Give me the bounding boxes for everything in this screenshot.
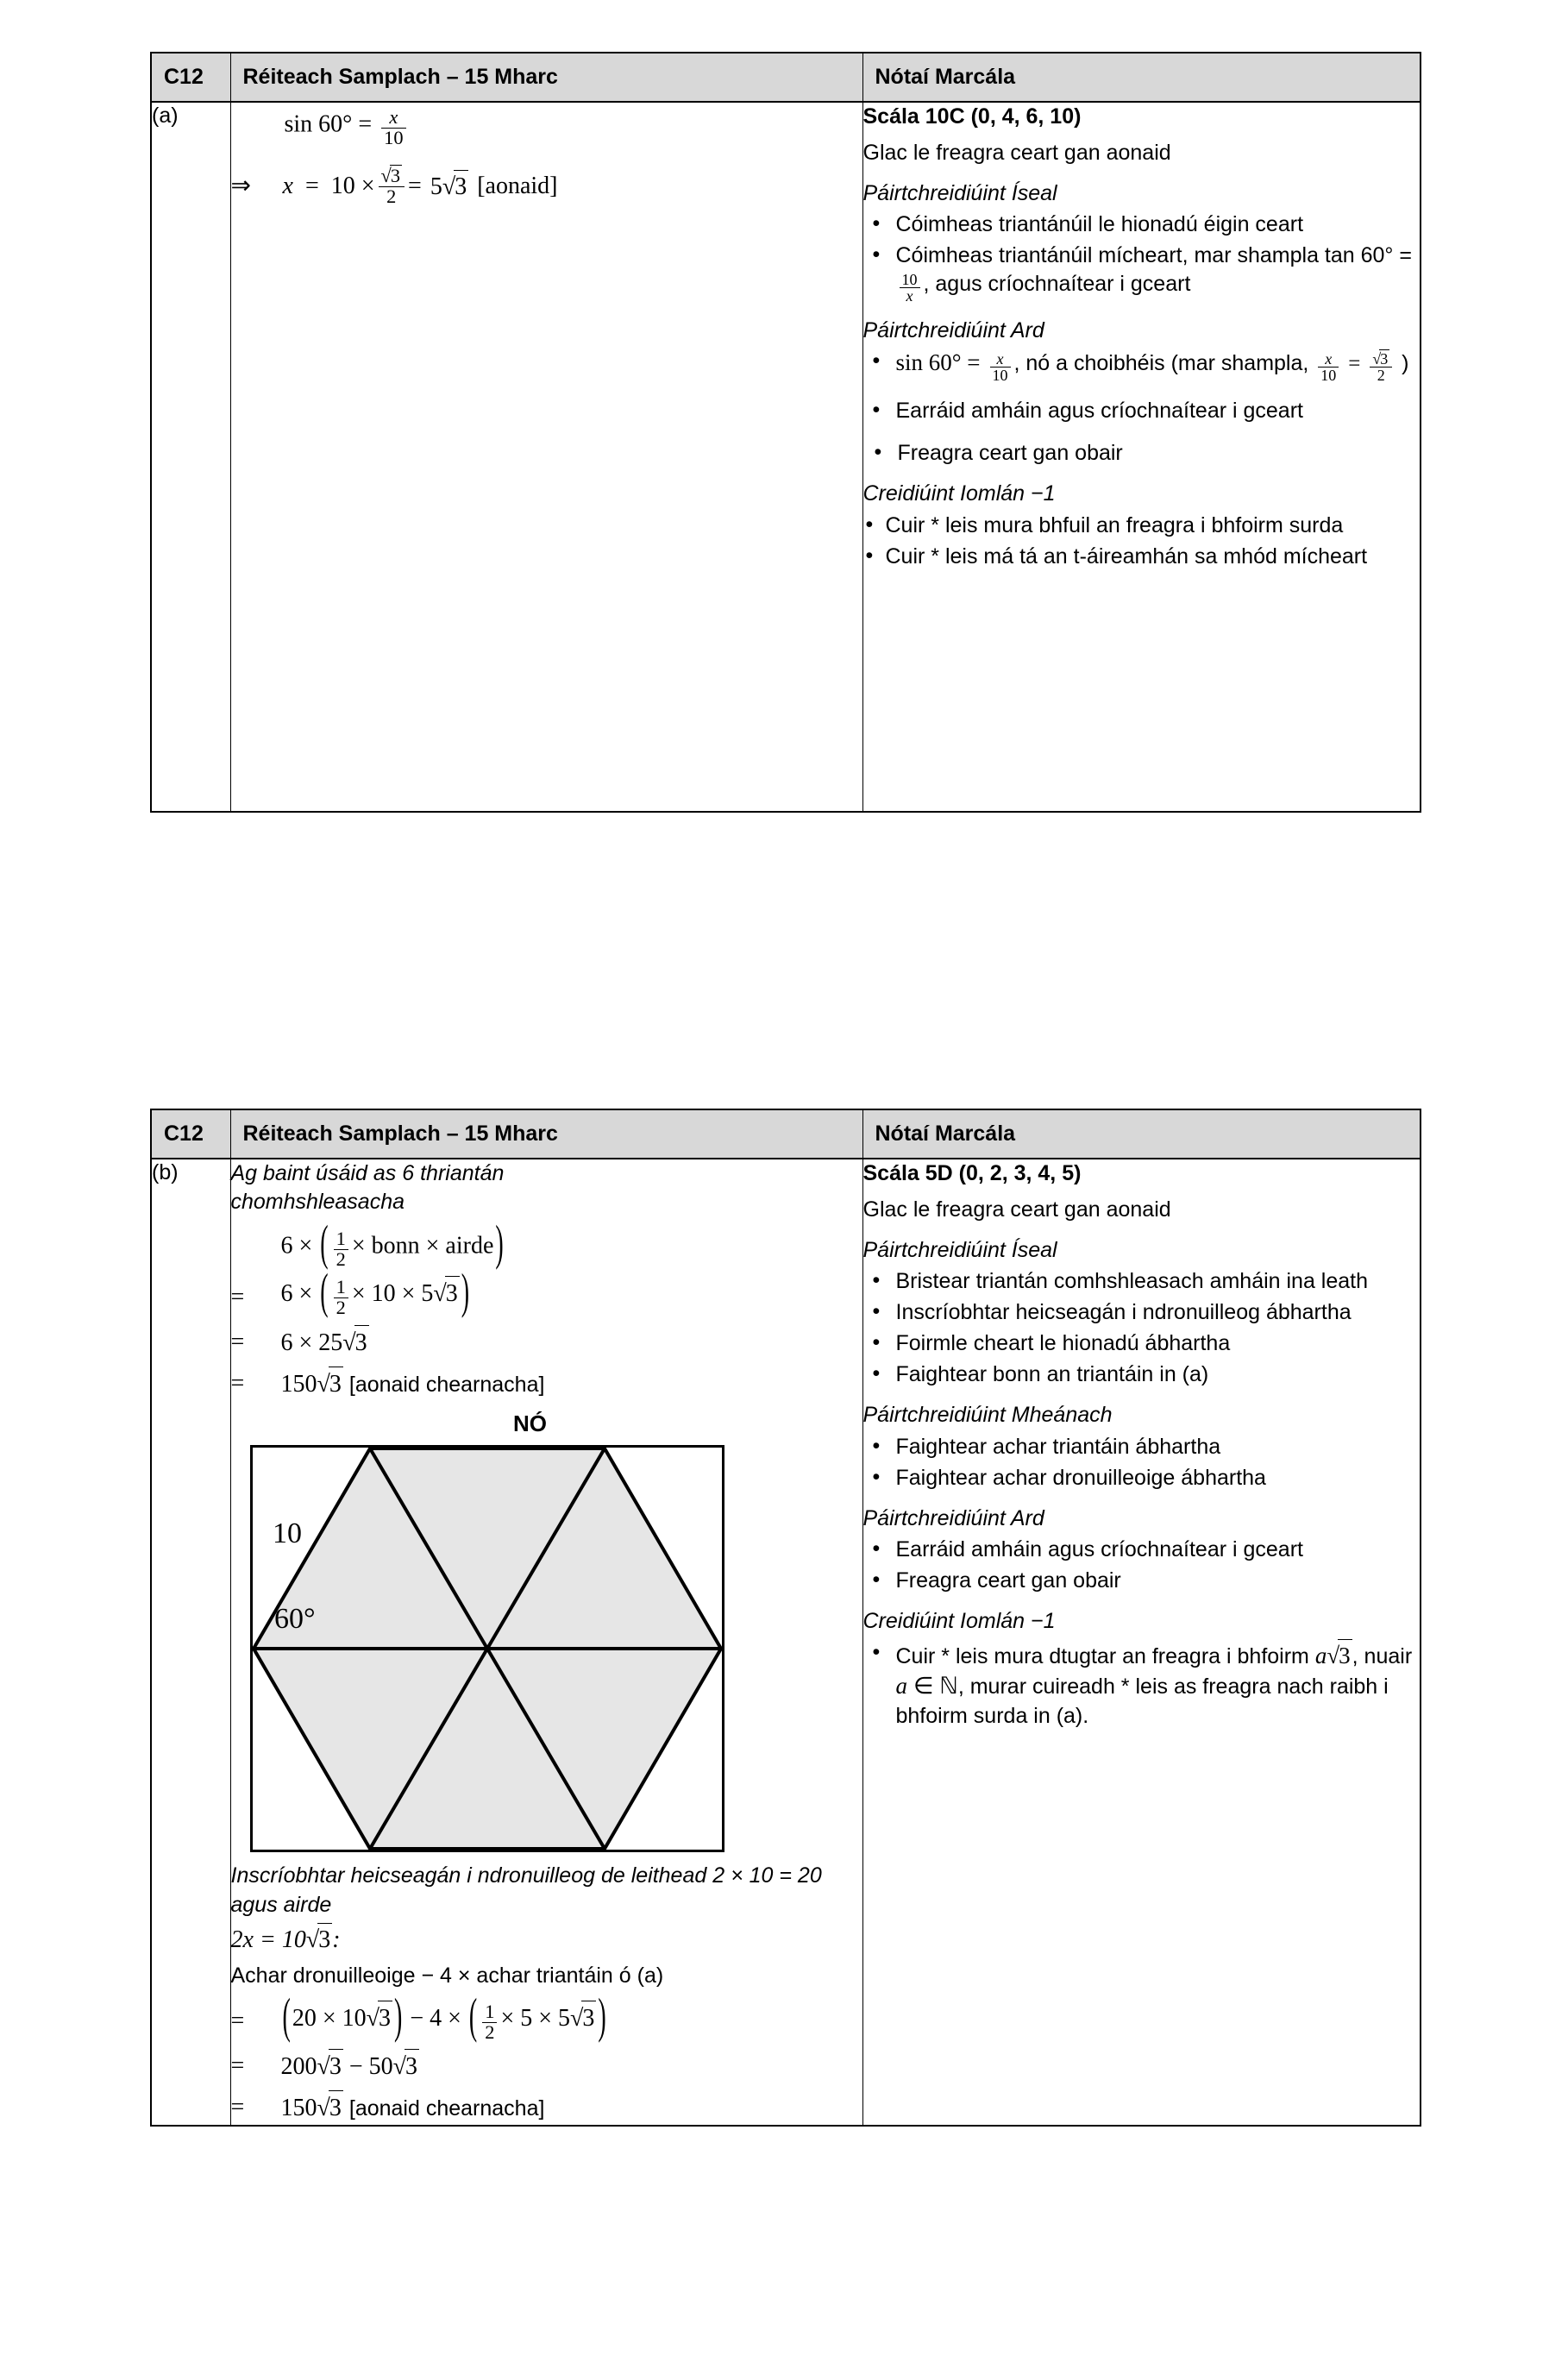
list-item: • Earráid amháin agus críochnaítear i gceart bbox=[863, 1536, 1421, 1564]
full-credit-heading-a: Creidiúint Iomlán −1 bbox=[862, 481, 1056, 506]
implies-arrow: ⇒ bbox=[230, 173, 251, 200]
full-credit-list-a bbox=[863, 512, 1421, 571]
angle-label: 60° bbox=[273, 1602, 316, 1635]
marking-scheme-table-b bbox=[150, 1109, 1421, 2127]
accept-note-b: Glac le freagra ceart gan aonaid bbox=[862, 1197, 1171, 1222]
marking-scheme-table-a bbox=[150, 52, 1421, 813]
scale-label-a: Scála 10C (0, 4, 6, 10) bbox=[862, 104, 1082, 129]
part-label-b: (b) bbox=[151, 1159, 230, 2126]
list-item: • Cuir * leis mura dtugtar an freagra i bhfoirm a√3, nuair a ∈ ℕ, murar cuireadh * leis as freagra nach raibh i bhfoirm surda in (a). bbox=[863, 1639, 1421, 1731]
list-item: • Inscríobhtar heicseagán i ndronuilleog ábhartha bbox=[863, 1298, 1421, 1327]
mid-partial-list-b bbox=[863, 1433, 1421, 1492]
solution-intro-b: Ag baint úsáid as 6 thriantán chomhshleasacha bbox=[230, 1160, 505, 1215]
solution-cell-b bbox=[230, 1159, 862, 2126]
table-row bbox=[151, 1159, 1421, 2126]
low-partial-heading-b: Páirtchreidiúint Íseal bbox=[862, 1237, 1057, 1262]
x-symbol: x bbox=[282, 173, 293, 200]
full-credit-list-b bbox=[863, 1639, 1421, 1731]
side-length-label: 10 bbox=[272, 1517, 302, 1549]
hexagon-figure bbox=[250, 1445, 724, 1852]
mid-partial-heading-b: Páirtchreidiúint Mheánach bbox=[862, 1403, 1113, 1428]
list-item: • Cóimheas triantánúil mícheart, mar shampla tan 60° = $\frac{10}{x}$ , agus críochnaítear i gceart bbox=[863, 242, 1421, 304]
equation-hex-area-sub: = 6 × ( $\frac{1}{2}$ × 10 × 5√3 ) bbox=[230, 1265, 470, 1321]
list-item: • Cuir * leis mura bhfuil an freagra i bhfoirm surda bbox=[863, 512, 1421, 540]
list-item: • Foirmle cheart le hionadú ábhartha bbox=[863, 1329, 1421, 1358]
equation-rect-minus-tri: = (20 × 10√3 ) − 4 × ( $\frac{1}{2}$ × 5 × 5√3 ) bbox=[230, 1989, 606, 2045]
header-sample-solution: Réiteach Samplach – 15 Mharc bbox=[230, 1109, 862, 1159]
list-item: • Faightear bonn an triantáin in (a) bbox=[863, 1360, 1421, 1389]
notes-cell-a bbox=[862, 102, 1421, 812]
high-partial-heading-b: Páirtchreidiúint Ard bbox=[862, 1505, 1044, 1530]
part-label-a: (a) bbox=[151, 102, 230, 812]
header-question-id: C12 bbox=[151, 53, 230, 102]
list-item: • sin 60° = $\frac{x}{10}$ , nó a choibhéis (mar shampla, $\frac{x}{10}$ = $\frac{√3}{2}$ ) bbox=[863, 348, 1421, 383]
list-item: • Freagra ceart gan obair bbox=[863, 439, 1421, 468]
equals-sign: = bbox=[408, 173, 422, 200]
equation-hex-area-simplify: = 6 × 25√3 bbox=[231, 1325, 862, 1360]
equation-final-answer-b: = 150√3 [aonaid chearnacha] bbox=[231, 2090, 862, 2125]
full-credit-heading-b: Creidiúint Iomlán −1 bbox=[862, 1609, 1056, 1634]
list-item: • Earráid amháin agus críochnaítear i gceart bbox=[863, 397, 1421, 425]
header-sample-solution: Réiteach Samplach – 15 Mharc bbox=[230, 53, 862, 102]
equation-x-value: ⇒ x = 10 × $\frac{√3}{2}$ = 5√3 [aonaid] bbox=[230, 165, 558, 208]
high-partial-heading-a: Páirtchreidiúint Ard bbox=[862, 317, 1044, 342]
equation-sin60 bbox=[284, 105, 862, 148]
alternative-label-no: NÓ bbox=[513, 1411, 547, 1437]
low-partial-heading-a: Páirtchreidiúint Íseal bbox=[862, 180, 1057, 205]
fraction-sqrt3-over-2-example: $\frac{√3}{2}$ bbox=[1370, 349, 1392, 384]
list-item: • Bristear triantán comhshleasach amháin ina leath bbox=[863, 1267, 1421, 1296]
units-label: [aonaid] bbox=[477, 173, 558, 200]
rectangle-description: Inscríobhtar heicseagán i ndronuilleog de leithead 2 × 10 = 20 agus airde bbox=[230, 1863, 822, 1917]
rectangle-minus-triangles-text: Achar dronuilleoige − 4 × achar triantáin ó (a) bbox=[230, 1963, 664, 1988]
result-5root3: 5√3 bbox=[430, 170, 468, 202]
solution-cell-a bbox=[230, 102, 862, 812]
equation-hex-area-result: = 150√3 [aonaid chearnacha] bbox=[231, 1367, 862, 1401]
fraction-x-over-10-note: $\frac{x}{10}$ bbox=[990, 351, 1011, 384]
height-equation: 2x = 10√3: bbox=[231, 1923, 862, 1955]
fraction-x-over-10: $\frac{x}{10}$ bbox=[381, 108, 405, 148]
sin60-lhs: sin 60° = bbox=[284, 110, 373, 138]
notes-cell-b bbox=[862, 1159, 1421, 2126]
header-question-id: C12 bbox=[151, 1109, 230, 1159]
list-item: • Faightear achar dronuilleoige ábhartha bbox=[863, 1464, 1421, 1492]
list-item: • Cóimheas triantánúil le hionadú éigin ceart bbox=[863, 210, 1421, 239]
table-row bbox=[151, 102, 1421, 812]
header-marking-notes: Nótaí Marcála bbox=[862, 1109, 1421, 1159]
high-partial-list-b bbox=[863, 1536, 1421, 1595]
scale-label-b: Scála 5D (0, 2, 3, 4, 5) bbox=[862, 1160, 1082, 1185]
fraction-10-over-x: $\frac{10}{x}$ bbox=[900, 272, 920, 305]
list-item: • Freagra ceart gan obair bbox=[863, 1567, 1421, 1595]
equation-rect-minus-tri-simplify: = 200√3 − 50√3 bbox=[231, 2049, 862, 2083]
equation-hex-area-formula: 6 × ( $\frac{1}{2}$ × bonn × airde) bbox=[280, 1216, 504, 1272]
hexagon-diagram-svg bbox=[250, 1445, 724, 1852]
low-partial-list-a bbox=[863, 210, 1421, 304]
fraction-sqrt3-over-2: $\frac{√3}{2}$ bbox=[379, 165, 405, 207]
table-header-row bbox=[151, 53, 1421, 102]
accept-note-a: Glac le freagra ceart gan aonaid bbox=[862, 141, 1171, 166]
list-item: • Faightear achar triantáin ábhartha bbox=[863, 1433, 1421, 1461]
low-partial-list-b bbox=[863, 1267, 1421, 1389]
table-header-row bbox=[151, 1109, 1421, 1159]
header-marking-notes: Nótaí Marcála bbox=[862, 53, 1421, 102]
fraction-x-over-10-example: $\frac{x}{10}$ bbox=[1318, 351, 1339, 384]
list-item: • Cuir * leis má tá an t-áireamhán sa mhód mícheart bbox=[863, 543, 1421, 571]
high-partial-list-a bbox=[863, 348, 1421, 468]
